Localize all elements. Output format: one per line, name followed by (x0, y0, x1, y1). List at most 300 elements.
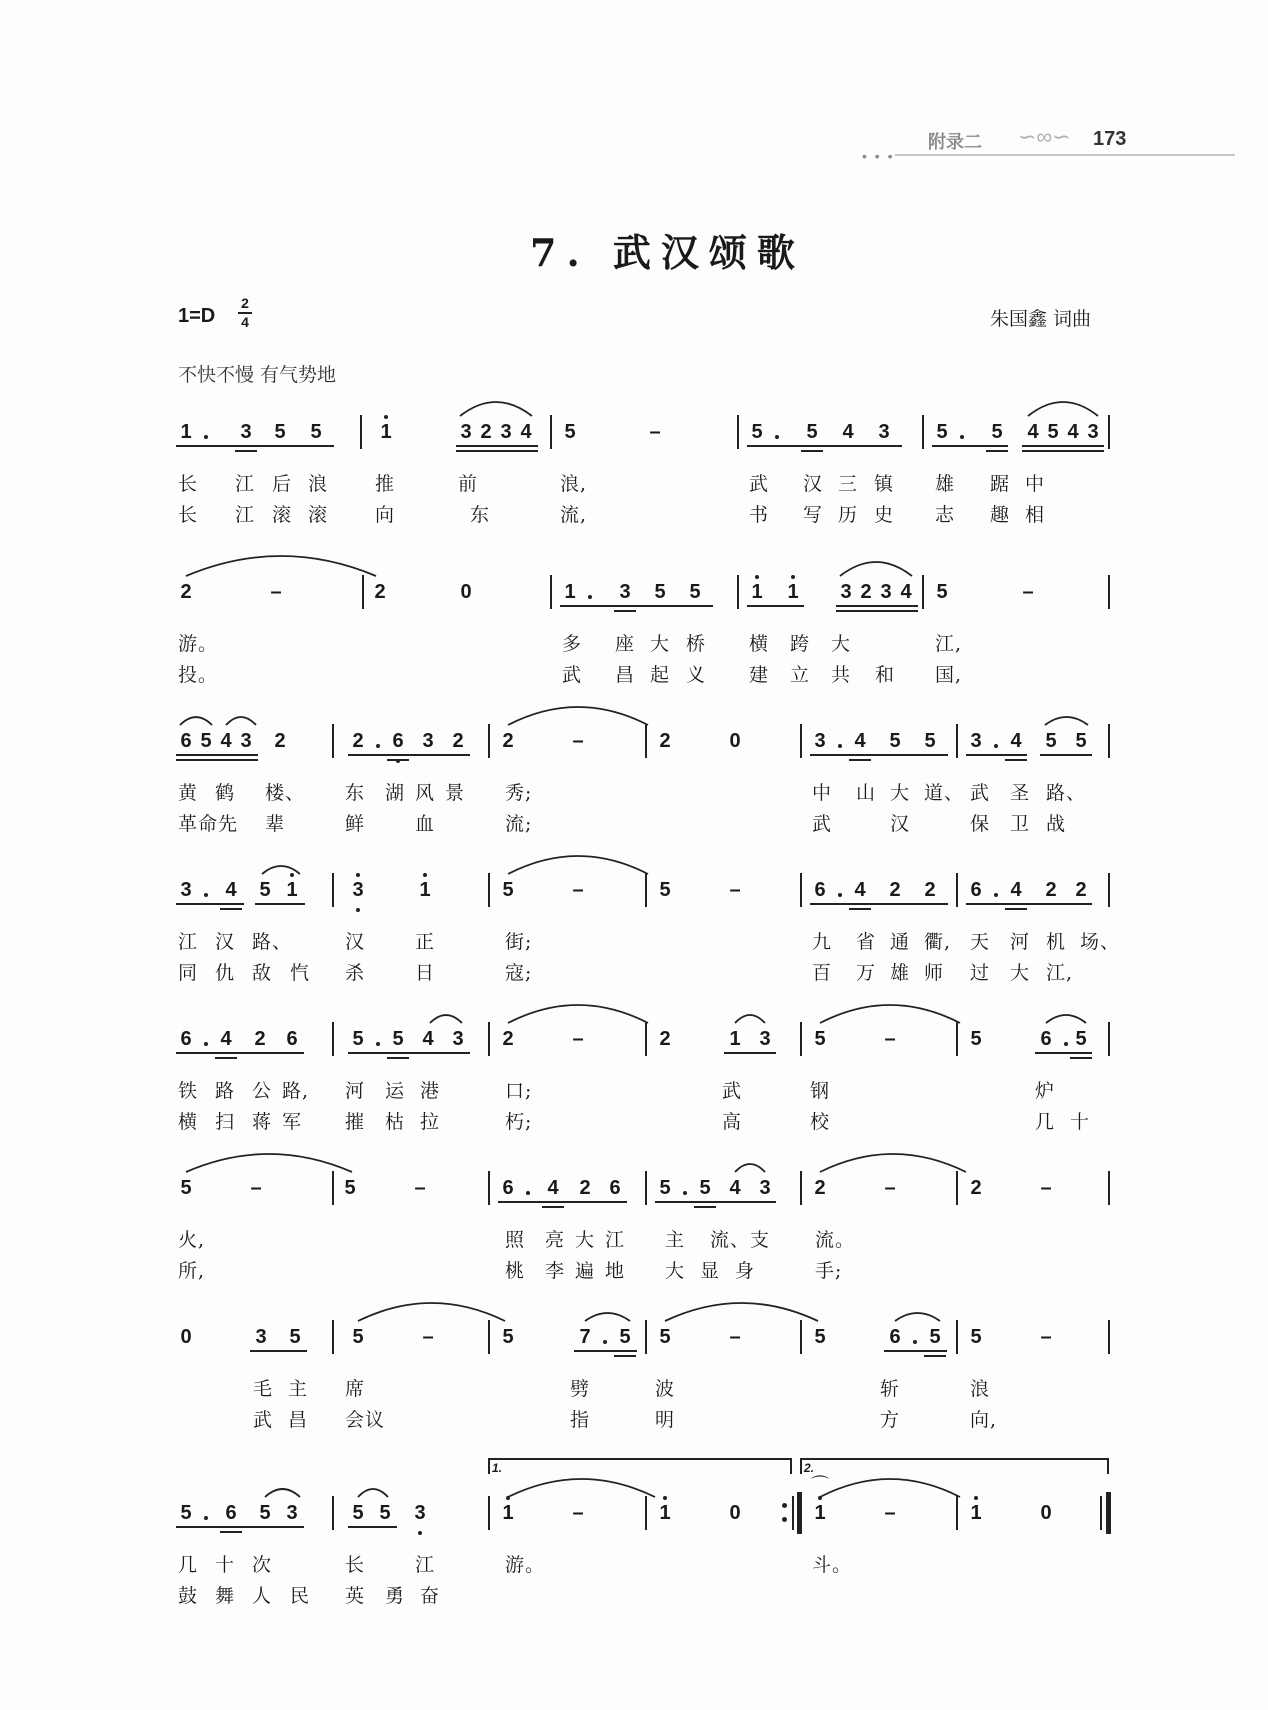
slur (840, 562, 912, 576)
note: 3 (880, 581, 892, 603)
lyric-syllable: 大 (1010, 962, 1031, 984)
slur (820, 1479, 960, 1497)
lyric-syllable: 鼓 (178, 1585, 199, 1607)
lyric-syllable: 江 (415, 1554, 436, 1576)
lyric-syllable: 建 (749, 664, 770, 686)
note: 6 (225, 1502, 237, 1524)
note: 5 (180, 1502, 192, 1524)
header-ornament-icon: ∽∞∽ (1018, 124, 1071, 149)
beam-underline (884, 1350, 947, 1352)
note: 2 (889, 879, 901, 901)
tempo-marking: 不快不慢 有气势地 (178, 364, 337, 386)
slur (508, 856, 648, 874)
note: 1 (380, 421, 392, 443)
note: 6 (609, 1177, 621, 1199)
barline (737, 575, 739, 609)
barline (645, 873, 647, 907)
barline (488, 724, 490, 758)
note: 5 (180, 1177, 192, 1199)
note: 6 (286, 1028, 298, 1050)
beam-underline (220, 908, 242, 910)
lyric-syllable: 显 (700, 1260, 721, 1282)
note: 5 (659, 879, 671, 901)
barline (550, 415, 552, 449)
note: 5 (751, 421, 763, 443)
barline (1108, 724, 1110, 758)
beam-underline (1040, 754, 1092, 756)
note: 5 (689, 581, 701, 603)
note: 5 (352, 1502, 364, 1524)
lyric-syllable: 九 (812, 931, 833, 953)
beam-underline (655, 1201, 776, 1203)
lyric-syllable: 指 (570, 1409, 591, 1431)
note: 4 (520, 421, 532, 443)
beam-underline (176, 759, 258, 761)
lyric-syllable: 黄 (178, 782, 199, 804)
note: 3 (240, 730, 252, 752)
lyric-syllable: 斩 (880, 1378, 901, 1400)
lyric-syllable: 人 (252, 1585, 273, 1607)
barline (332, 724, 334, 758)
note: 4 (854, 730, 866, 752)
lyric-syllable: 仇 (215, 962, 236, 984)
note: – (884, 1028, 896, 1050)
lyric-syllable: 江 (605, 1229, 626, 1251)
augmentation-dot (994, 744, 998, 748)
lyric-syllable: 中 (812, 782, 833, 804)
note: 4 (842, 421, 854, 443)
lyric-syllable: 景 (445, 782, 466, 804)
barline (488, 873, 490, 907)
beam-underline (176, 754, 258, 756)
note: 6 (180, 730, 192, 752)
repeat-dot (782, 1503, 787, 1508)
note: – (572, 1028, 584, 1050)
lyric-syllable: 桥 (686, 633, 707, 655)
lyric-syllable: 扫 (215, 1111, 236, 1133)
lyric-syllable: 枯 (385, 1111, 406, 1133)
barline (332, 1496, 334, 1530)
note: 1 (814, 1502, 826, 1524)
note: 5 (699, 1177, 711, 1199)
volta-second (800, 1458, 1109, 1474)
barline (332, 1171, 334, 1205)
note: 5 (659, 1177, 671, 1199)
note: – (1040, 1177, 1052, 1199)
note: 1 (787, 581, 799, 603)
note: 0 (180, 1326, 192, 1348)
barline (488, 1171, 490, 1205)
barline (488, 1320, 490, 1354)
barline (1108, 1320, 1110, 1354)
note: 7 (579, 1326, 591, 1348)
lyric-syllable: 向, (970, 1409, 998, 1431)
lyric-syllable: 铁 (178, 1080, 199, 1102)
lyric-syllable: 武 (812, 813, 833, 835)
lyric-syllable: 斗。 (812, 1554, 853, 1576)
lyric-syllable: 武 (722, 1080, 743, 1102)
barline (645, 724, 647, 758)
octave-dot-high (423, 873, 427, 877)
lyric-syllable: 钢 (810, 1080, 831, 1102)
lyric-syllable: 滚 (272, 504, 293, 526)
beam-underline (724, 1052, 776, 1054)
lyric-syllable: 湖 (385, 782, 406, 804)
barline (645, 1320, 647, 1354)
note: 3 (286, 1502, 298, 1524)
note: 4 (1067, 421, 1079, 443)
beam-underline (456, 450, 538, 452)
octave-dot-low (356, 908, 360, 912)
note: 1 (970, 1502, 982, 1524)
note: 5 (936, 421, 948, 443)
lyric-syllable: 遍 (575, 1260, 596, 1282)
note: 5 (924, 730, 936, 752)
barline (645, 1496, 647, 1530)
note: – (422, 1326, 434, 1348)
note: 5 (344, 1177, 356, 1199)
octave-dot-high (290, 873, 294, 877)
lyric-syllable: 流, (560, 504, 588, 526)
lyric-syllable: 历 (838, 504, 859, 526)
slur (1046, 1015, 1086, 1023)
slur (895, 1313, 940, 1321)
lyric-syllable: 昌 (288, 1409, 309, 1431)
barline (800, 1022, 802, 1056)
lyric-syllable: 舞 (215, 1585, 236, 1607)
lyric-syllable: 楼、 (265, 782, 306, 804)
barline (800, 1320, 802, 1354)
key-signature: 1=D (178, 305, 216, 327)
slur (186, 556, 376, 576)
lyric-syllable: 地 (605, 1260, 626, 1282)
note: 6 (889, 1326, 901, 1348)
note: 3 (180, 879, 192, 901)
lyric-syllable: 立 (790, 664, 811, 686)
lyric-syllable: 浪 (970, 1378, 991, 1400)
lyric-syllable: 李 (545, 1260, 566, 1282)
lyric-syllable: 大 (650, 633, 671, 655)
augmentation-dot (204, 1042, 208, 1046)
note: 5 (274, 421, 286, 443)
beam-underline (966, 754, 1027, 756)
beam-underline (542, 1206, 564, 1208)
note: 2 (659, 1028, 671, 1050)
barline (792, 1496, 794, 1530)
barline (956, 1496, 958, 1530)
lyric-syllable: 手; (815, 1260, 843, 1282)
lyric-syllable: 长 (178, 504, 199, 526)
note: 3 (240, 421, 252, 443)
barline (488, 1496, 490, 1530)
barline (1100, 1496, 1102, 1530)
note: 2 (452, 730, 464, 752)
note: 3 (255, 1326, 267, 1348)
lyric-syllable: 衢, (924, 931, 952, 953)
slur (186, 1154, 352, 1172)
lyric-syllable: 大 (890, 782, 911, 804)
note: – (270, 581, 282, 603)
lyric-syllable: 过 (970, 962, 991, 984)
augmentation-dot (376, 1042, 380, 1046)
beam-underline (1005, 759, 1027, 761)
note: 5 (259, 1502, 271, 1524)
slur (265, 1489, 300, 1497)
barline (956, 1320, 958, 1354)
note: 4 (854, 879, 866, 901)
lyric-syllable: 江 (235, 504, 256, 526)
barline (956, 873, 958, 907)
lyric-syllable: 辈 (265, 813, 286, 835)
barline (1108, 575, 1110, 609)
note: – (729, 879, 741, 901)
beam-underline (849, 908, 871, 910)
note: – (884, 1177, 896, 1199)
lyric-syllable: 高 (722, 1111, 743, 1133)
note: 2 (659, 730, 671, 752)
lyric-syllable: 河 (345, 1080, 366, 1102)
note: 5 (352, 1326, 364, 1348)
lyric-syllable: 滚 (308, 504, 329, 526)
note: 5 (200, 730, 212, 752)
note: 1 (729, 1028, 741, 1050)
slur (430, 1015, 462, 1023)
octave-dot-high (818, 1496, 822, 1500)
lyric-syllable: 流; (505, 813, 533, 835)
lyric-syllable: 山 (856, 782, 877, 804)
note: 1 (751, 581, 763, 603)
beam-underline (176, 1052, 304, 1054)
lyric-syllable: 游。 (505, 1554, 546, 1576)
barline (956, 1171, 958, 1205)
lyric-syllable: 十 (1070, 1111, 1091, 1133)
note: 4 (729, 1177, 741, 1199)
lyric-syllable: 东 (470, 504, 491, 526)
beam-underline (348, 1052, 470, 1054)
note: 6 (180, 1028, 192, 1050)
lyric-syllable: 摧 (345, 1111, 366, 1133)
lyric-syllable: 大 (831, 633, 852, 655)
augmentation-dot (838, 744, 842, 748)
augmentation-dot (204, 435, 208, 439)
note: 5 (502, 1326, 514, 1348)
thick-barline (797, 1492, 802, 1534)
lyric-syllable: 港 (420, 1080, 441, 1102)
lyric-syllable: 保 (970, 813, 991, 835)
note: 3 (500, 421, 512, 443)
beam-underline (387, 759, 409, 761)
volta-first-number: 1. (492, 1461, 503, 1475)
lyric-syllable: 蒋 (252, 1111, 273, 1133)
lyric-syllable: 东 (345, 782, 366, 804)
lyric-syllable: 革命先 (178, 813, 239, 835)
slur (358, 1303, 505, 1321)
barline (800, 873, 802, 907)
beam-underline (1035, 1052, 1092, 1054)
note: 5 (970, 1028, 982, 1050)
lyric-syllable: 火, (178, 1229, 206, 1251)
augmentation-dot (683, 1191, 687, 1195)
slur (226, 717, 256, 725)
lyric-syllable: 汉 (803, 473, 824, 495)
lyric-syllable: 横 (178, 1111, 199, 1133)
note: 5 (814, 1326, 826, 1348)
song-title: 7. 武汉颂歌 (530, 230, 805, 275)
beam-underline (176, 1526, 304, 1528)
lyric-syllable: 劈 (570, 1378, 591, 1400)
note: 3 (1087, 421, 1099, 443)
note: 4 (1027, 421, 1039, 443)
note: 5 (991, 421, 1003, 443)
lyric-syllable: 奋 (420, 1585, 441, 1607)
barline (1108, 1022, 1110, 1056)
lyric-syllable: 起 (650, 664, 671, 686)
barline (332, 1320, 334, 1354)
lyric-syllable: 军 (282, 1111, 303, 1133)
lyric-syllable: 雄 (935, 473, 956, 495)
beam-underline (849, 759, 871, 761)
note: 5 (289, 1326, 301, 1348)
slur (820, 1005, 960, 1023)
note: 2 (1045, 879, 1057, 901)
note: 5 (259, 879, 271, 901)
note: 2 (502, 730, 514, 752)
note: 5 (659, 1326, 671, 1348)
fermata-icon: ⌒ (811, 1475, 829, 1496)
note: – (729, 1326, 741, 1348)
note: – (572, 730, 584, 752)
lyric-syllable: 中 (1025, 473, 1046, 495)
octave-dot-high (755, 575, 759, 579)
lyric-syllable: 横 (749, 633, 770, 655)
lyric-syllable: 国, (935, 664, 963, 686)
note: 3 (814, 730, 826, 752)
note: – (649, 421, 661, 443)
note: 3 (414, 1502, 426, 1524)
note: 5 (936, 581, 948, 603)
augmentation-dot (376, 744, 380, 748)
repeat-dot (782, 1517, 787, 1522)
note: 5 (970, 1326, 982, 1348)
beam-underline (250, 1350, 307, 1352)
barline (1108, 1171, 1110, 1205)
beam-underline (220, 1531, 242, 1533)
beam-underline (810, 903, 948, 905)
lyric-syllable: 武 (253, 1409, 274, 1431)
slur (665, 1303, 818, 1321)
lyric-syllable: 通 (890, 931, 911, 953)
lyric-syllable: 战 (1046, 813, 1067, 835)
note: 2 (254, 1028, 266, 1050)
lyric-syllable: 史 (874, 504, 895, 526)
note: 2 (1075, 879, 1087, 901)
lyric-syllable: 江, (935, 633, 963, 655)
beam-underline (614, 1355, 636, 1357)
lyric-syllable: 正 (415, 931, 436, 953)
lyric-syllable: 秀; (505, 782, 533, 804)
beam-underline (1070, 1057, 1092, 1059)
note: 5 (1075, 1028, 1087, 1050)
note: 3 (759, 1177, 771, 1199)
lyric-syllable: 和 (875, 664, 896, 686)
lyric-syllable: 所, (178, 1260, 206, 1282)
lyric-syllable: 路、 (252, 931, 293, 953)
note: 5 (1075, 730, 1087, 752)
note: – (884, 1502, 896, 1524)
barline (332, 873, 334, 907)
barline (332, 1022, 334, 1056)
lyric-syllable: 寇; (505, 962, 533, 984)
lyric-syllable: 炉 (1035, 1080, 1056, 1102)
volta-second-number: 2. (804, 1461, 815, 1475)
beam-underline (924, 1355, 946, 1357)
slur (180, 717, 212, 725)
slur (460, 402, 532, 416)
slur (508, 707, 648, 725)
note: 0 (729, 730, 741, 752)
octave-dot-high (384, 415, 388, 419)
lyric-syllable: 写 (803, 504, 824, 526)
beam-underline (986, 450, 1008, 452)
lyric-syllable: 流、支 (710, 1229, 771, 1251)
note: 3 (619, 581, 631, 603)
lyric-syllable: 推 (375, 473, 396, 495)
lyric-syllable: 几 (1035, 1111, 1056, 1133)
barline (488, 1022, 490, 1056)
note: 3 (878, 421, 890, 443)
octave-dot-high (791, 575, 795, 579)
lyric-syllable: 踞 (990, 473, 1011, 495)
lyric-syllable: 勇 (385, 1585, 406, 1607)
beam-underline (348, 754, 470, 756)
lyric-syllable: 亮 (545, 1229, 566, 1251)
note: 5 (502, 879, 514, 901)
augmentation-dot (588, 595, 592, 599)
lyric-syllable: 公 (252, 1080, 273, 1102)
note: 3 (452, 1028, 464, 1050)
note: 2 (352, 730, 364, 752)
lyric-syllable: 方 (880, 1409, 901, 1431)
beam-underline (1022, 445, 1104, 447)
note: 5 (379, 1502, 391, 1524)
octave-dot-high (663, 1496, 667, 1500)
lyric-syllable: 桃 (505, 1260, 526, 1282)
note: – (1040, 1326, 1052, 1348)
lyric-syllable: 身 (735, 1260, 756, 1282)
beam-underline (269, 445, 334, 447)
lyric-syllable: 毛 (253, 1378, 274, 1400)
note: 4 (1010, 730, 1022, 752)
lyric-syllable: 长 (345, 1554, 366, 1576)
note: 2 (180, 581, 192, 603)
note: – (1022, 581, 1034, 603)
lyric-syllable: 趣 (990, 504, 1011, 526)
lyric-syllable: 雄 (890, 962, 911, 984)
lyric-syllable: 浪, (560, 473, 588, 495)
lyric-syllable: 席 (345, 1378, 366, 1400)
beam-underline (574, 1350, 637, 1352)
lyric-syllable: 民 (290, 1585, 311, 1607)
barline (1108, 415, 1110, 449)
note: 1 (286, 879, 298, 901)
note: – (572, 879, 584, 901)
note: 3 (422, 730, 434, 752)
note: 1 (659, 1502, 671, 1524)
lyric-syllable: 昌 (615, 664, 636, 686)
lyric-syllable: 江 (235, 473, 256, 495)
lyric-syllable: 游。 (178, 633, 219, 655)
beam-underline (932, 445, 1008, 447)
